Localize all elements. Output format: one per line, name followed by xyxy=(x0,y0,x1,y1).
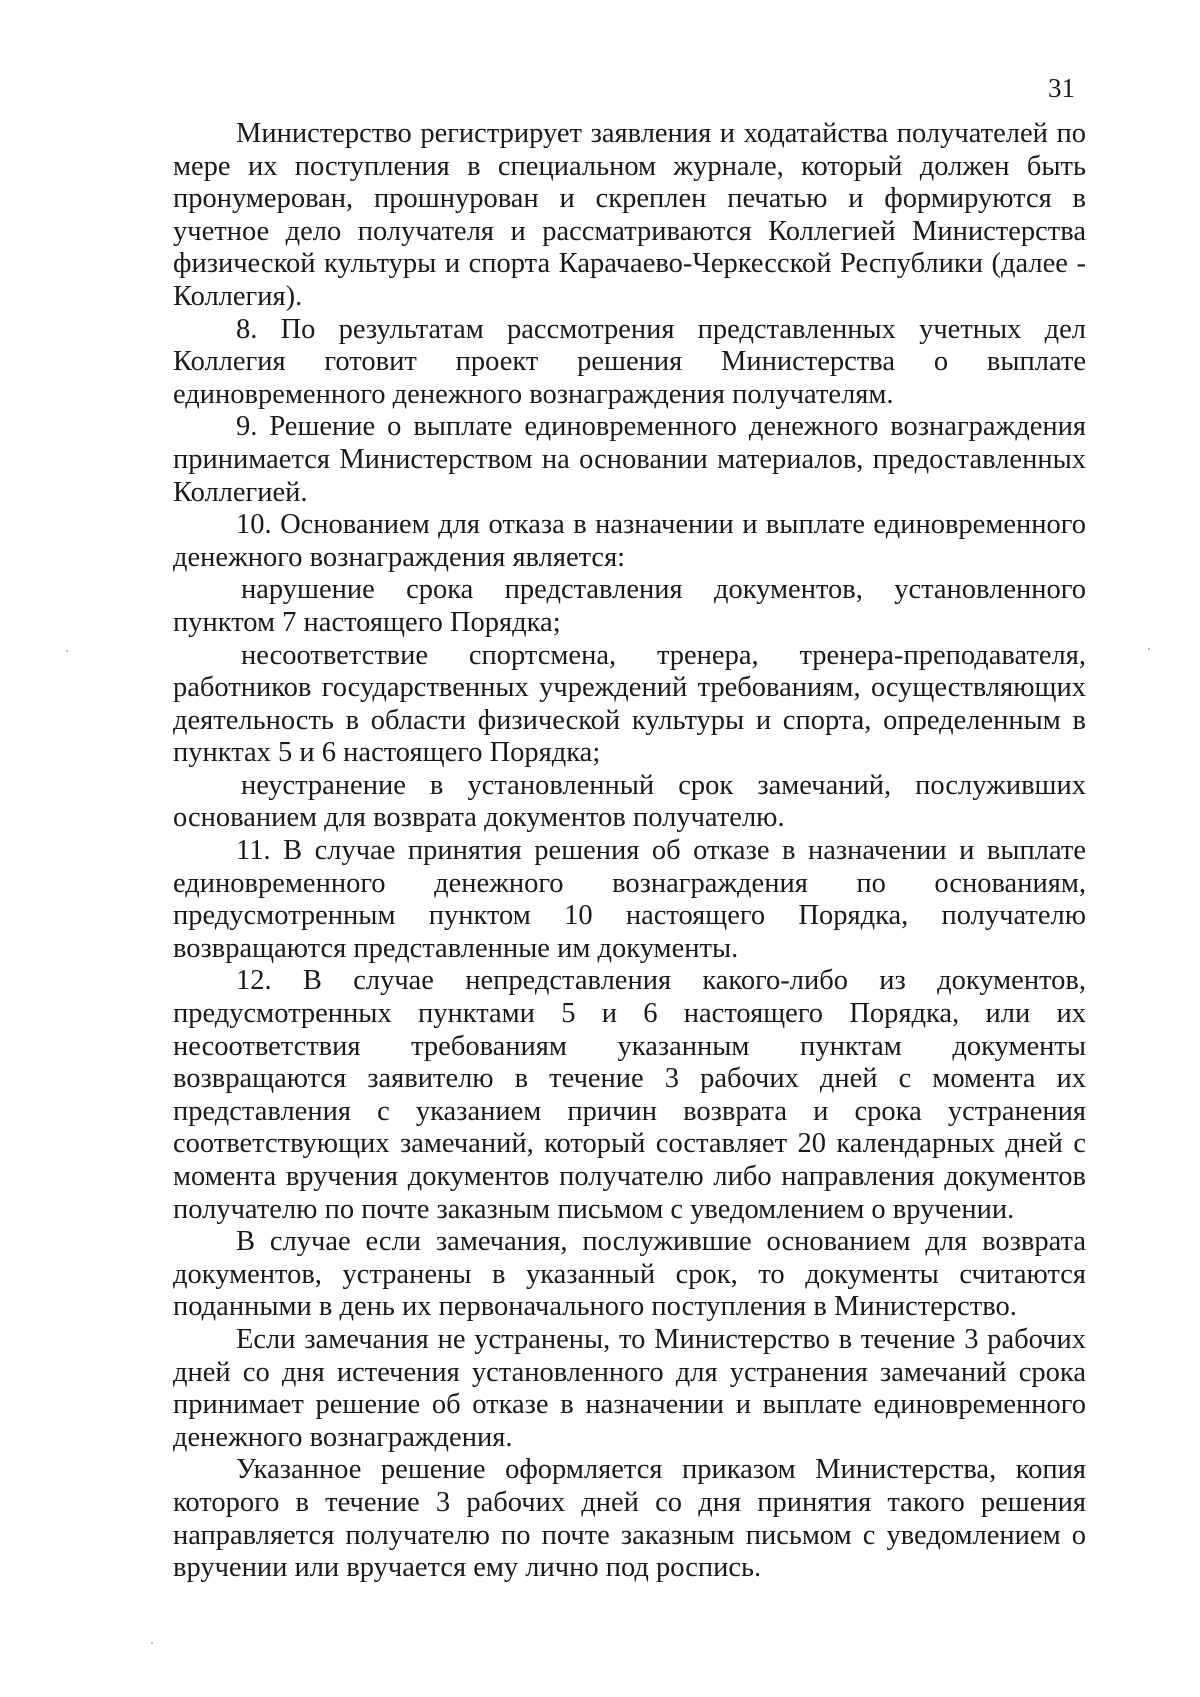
scan-speck xyxy=(151,1642,153,1644)
refusal-reason-deadline: нарушение срока представления документов, установленного пунктом 7 настоящего Порядка; xyxy=(173,574,1086,638)
paragraph-item-11: 11. В случае принятия решения об отказе в назначении и выплате единовременного денежного вознаграждения по основаниям, предусмотренным пунктом 10 настоящего Порядка, получателю возвращаются представленные им документы. xyxy=(173,835,1086,964)
paragraph-item-10: 10. Основанием для отказа в назначении и выплате единовременного денежного вознаграждения является: xyxy=(173,509,1086,573)
paragraph-item-9: 9. Решение о выплате единовременного денежного вознаграждения принимается Министерством на основании материалов, предоставленных Коллегией. xyxy=(173,411,1086,508)
page-number: 31 xyxy=(1048,73,1075,103)
paragraph-remarks-resolved: В случае если замечания, послужившие основанием для возврата документов, устранены в указанный срок, то документы считаются поданными в день их первоначального поступления в Министерство. xyxy=(173,1226,1086,1323)
refusal-reason-unresolved: неустранение в установленный срок замечаний, послуживших основанием для возврата документов получателю. xyxy=(173,769,1086,834)
paragraph-remarks-unresolved: Если замечания не устранены, то Министерство в течение 3 рабочих дней со дня истечения установленного для устранения замечаний срока принимает решение об отказе в назначении и выплате единовременного денежного вознаграждения. xyxy=(173,1323,1086,1453)
scan-speck xyxy=(66,650,68,652)
document-body xyxy=(173,118,1086,1585)
paragraph-registration: Министерство регистрирует заявления и ходатайства получателей по мере их поступления в специальном журнале, который должен быть пронумерован, прошнурован и скреплен печатью и формируются в учетное дело получателя и рассматриваются Коллегией Министерства физической культуры и спорта Карачаево-Черкесской Республики (далее - Коллегия). xyxy=(173,118,1086,312)
refusal-reason-mismatch: несоответствие спортсмена, тренера, тренера-преподавателя, работников государственных учреждений требованиям, осуществляющих деятельность в области физической культуры и спорта, определенным в пунктах 5 и 6 настоящего Порядка; xyxy=(173,639,1086,769)
paragraph-item-8: 8. По результатам рассмотрения представленных учетных дел Коллегия готовит проект решения Министерства о выплате единовременного денежного вознаграждения получателям. xyxy=(173,313,1086,410)
paragraph-decision-order: Указанное решение оформляется приказом Министерства, копия которого в течение 3 рабочих дней со дня принятия такого решения направляется получателю по почте заказным письмом с уведомлением о вручении или вручается ему лично под роспись. xyxy=(173,1454,1086,1584)
paragraph-item-12: 12. В случае непредставления какого-либо из документов, предусмотренных пунктами 5 и 6 настоящего Порядка, или их несоответствия требованиям указанным пунктам документы возвращаются заявителю в течение 3 рабочих дней с момента их представления с указанием причин возврата и срока устранения соответствующих замечаний, который составляет 20 календарных дней с момента вручения документов получателю либо направления документов получателю по почте заказным письмом с уведомлением о вручении. xyxy=(173,965,1086,1225)
scan-speck xyxy=(1148,648,1150,650)
